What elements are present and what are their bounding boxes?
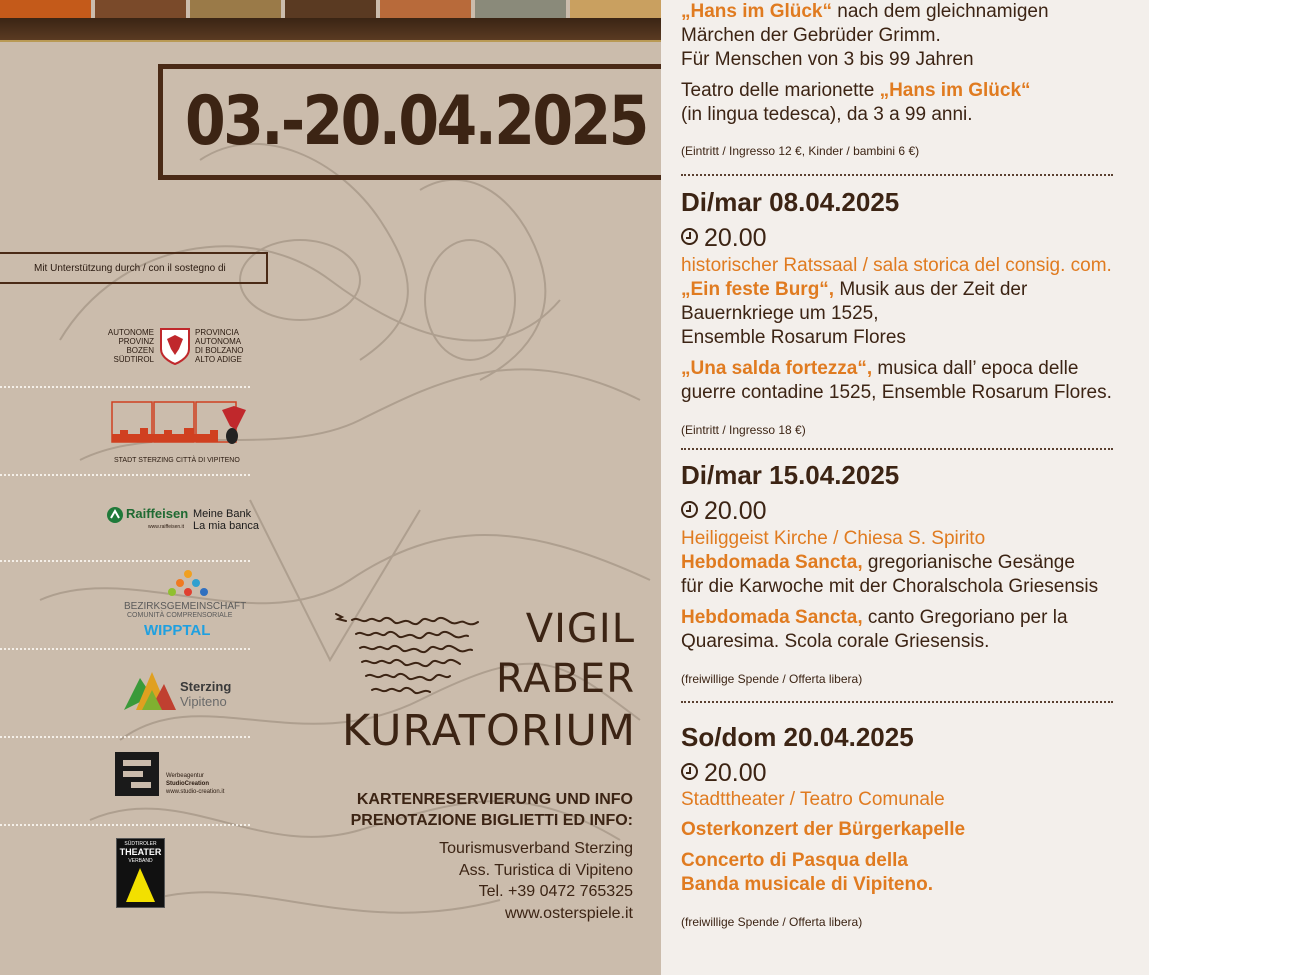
theater-line3: VERBAND	[128, 858, 153, 864]
sponsor-divider	[0, 386, 250, 388]
theater-line1: SÜDTIROLER	[124, 841, 157, 847]
event2-time: 20.00	[681, 499, 767, 523]
city-label-it: CITTÀ DI VIPITENO	[176, 457, 240, 464]
event0-it-line1: Teatro delle marionette „Hans im Glück“	[681, 80, 1031, 101]
theater-logo	[116, 838, 165, 908]
support-label: Mit Unterstützung durch / con il sostegno di	[34, 263, 226, 274]
community-line1: BEZIRKSGEMEINSCHAFT	[124, 601, 247, 612]
event2-price: (freiwillige Spende / Offerta libera)	[681, 672, 863, 686]
event0-title: „Hans im Glück“ nach dem gleichnamigen	[681, 1, 1049, 22]
sponsor-divider	[0, 560, 250, 562]
raiffeisen-slogan-de: Meine Bank	[193, 508, 252, 520]
event2-it-line1: Hebdomada Sancta, canto Gregoriano per la	[681, 607, 1068, 628]
raiffeisen-slogan-it: La mia banca	[193, 520, 260, 532]
community-line3: WIPPTAL	[144, 622, 211, 639]
info-heading-de: KARTENRESERVIERUNG UND INFO	[356, 791, 633, 808]
province-it-2: AUTONOMA	[195, 337, 242, 346]
info-office-it: Ass. Turistica di Vipiteno	[458, 861, 633, 879]
header-band	[0, 18, 661, 42]
province-eagle-icon	[159, 327, 191, 365]
org-line2: RABER	[495, 656, 635, 702]
event1-de-line3: Ensemble Rosarum Flores	[681, 327, 906, 348]
province-de-4: SÜDTIROL	[113, 355, 154, 364]
event2-venue: Heiliggeist Kirche / Chiesa S. Spirito	[681, 528, 986, 549]
raiffeisen-icon	[106, 506, 124, 524]
province-it-1: PROVINCIA	[195, 328, 240, 337]
province-de-3: BOZEN	[126, 346, 154, 355]
clock-icon	[681, 501, 698, 518]
city-label-de: STADT STERZING	[114, 457, 174, 464]
city-logo-icon	[110, 400, 252, 448]
event1-price: (Eintritt / Ingresso 18 €)	[681, 423, 806, 437]
province-it-4: ALTO ADIGE	[195, 355, 242, 364]
event1-de-line2: Bauernkriege um 1525,	[681, 303, 879, 324]
event3-date: So/dom 20.04.2025	[681, 722, 914, 752]
province-de-2: PROVINZ	[118, 337, 154, 346]
org-line1: VIGIL	[525, 606, 635, 652]
sponsor-divider	[0, 824, 250, 826]
photo-strip	[0, 0, 661, 18]
background-sketch	[0, 40, 661, 975]
raiffeisen-name: Raiffeisen	[126, 506, 189, 521]
event1-it-line2: guerre contadine 1525, Ensemble Rosarum Flores.	[681, 382, 1112, 403]
info-phone[interactable]: Tel. +39 0472 765325	[478, 883, 633, 900]
info-office-de: Tourismusverband Sterzing	[439, 840, 633, 857]
sponsor-divider	[0, 474, 250, 476]
info-website[interactable]: www.osterspiele.it	[504, 904, 633, 922]
event3-de-line1: Osterkonzert der Bürgerkapelle	[681, 819, 966, 840]
event2-de-line1: Hebdomada Sancta, gregorianische Gesänge	[681, 552, 1075, 573]
event2-de-line2: für die Karwoche mit der Choralschola Griesensis	[681, 576, 1099, 597]
event3-venue: Stadttheater / Teatro Comunale	[681, 789, 945, 810]
studio-line1: Werbeagentur	[166, 773, 204, 779]
event0-de-line3: Für Menschen von 3 bis 99 Jahren	[681, 49, 974, 70]
event1-de-line1: „Ein feste Burg“, Musik aus der Zeit der	[681, 279, 1028, 300]
event1-venue: historischer Ratssaal / sala storica del consig. com.	[681, 255, 1112, 276]
province-de-1: AUTONOME	[107, 328, 154, 337]
event0-price: (Eintritt / Ingresso 12 €, Kinder / bambini 6 €)	[681, 144, 920, 158]
event3-price: (freiwillige Spende / Offerta libera)	[681, 915, 863, 929]
info-heading-it: PRENOTAZIONE BIGLIETTI ED INFO:	[350, 812, 633, 829]
page-margin	[1149, 0, 1300, 975]
event-divider	[681, 174, 1113, 176]
spotlight-icon	[123, 866, 158, 904]
studio-line2: StudioCreation	[166, 781, 209, 787]
event1-date: Di/mar 08.04.2025	[681, 187, 900, 217]
event3-it-line2: Banda musicale di Vipiteno.	[681, 874, 933, 895]
studio-logo-icon	[115, 752, 159, 796]
event3-time: 20.00	[681, 761, 767, 785]
raiffeisen-url: www.raiffeisen.it	[148, 524, 185, 530]
sterzing-line1: Sterzing	[180, 679, 232, 694]
event-divider	[681, 448, 1113, 450]
event2-date: Di/mar 15.04.2025	[681, 460, 900, 490]
province-it-3: DI BOLZANO	[195, 346, 244, 355]
event-divider	[681, 701, 1113, 703]
community-dots-icon	[168, 569, 208, 597]
studio-line3: www.studio-creation.it	[166, 789, 225, 795]
event1-it-line1: „Una salda fortezza“, musica dall’ epoca delle	[681, 358, 1079, 379]
theater-line2: THEATER	[119, 847, 162, 857]
org-line3: KURATORIUM	[342, 706, 636, 756]
sponsor-divider	[0, 648, 250, 650]
date-range: 03.-20.04.2025	[185, 82, 647, 161]
event0-it-line2: (in lingua tedesca), da 3 a 99 anni.	[681, 104, 973, 125]
clock-icon	[681, 763, 698, 780]
event0-de-line2: Märchen der Gebrüder Grimm.	[681, 25, 941, 46]
event3-it-line1: Concerto di Pasqua della	[681, 850, 908, 871]
signature-icon	[332, 606, 522, 702]
clock-icon	[681, 228, 698, 245]
community-line2: COMUNITÀ COMPRENSORIALE	[127, 612, 233, 619]
event2-it-line2: Quaresima. Scola corale Griesensis.	[681, 631, 990, 652]
sterzing-line2: Vipiteno	[180, 694, 227, 709]
event1-time: 20.00	[681, 226, 767, 250]
mountains-icon	[122, 666, 178, 714]
sponsor-divider	[0, 736, 250, 738]
